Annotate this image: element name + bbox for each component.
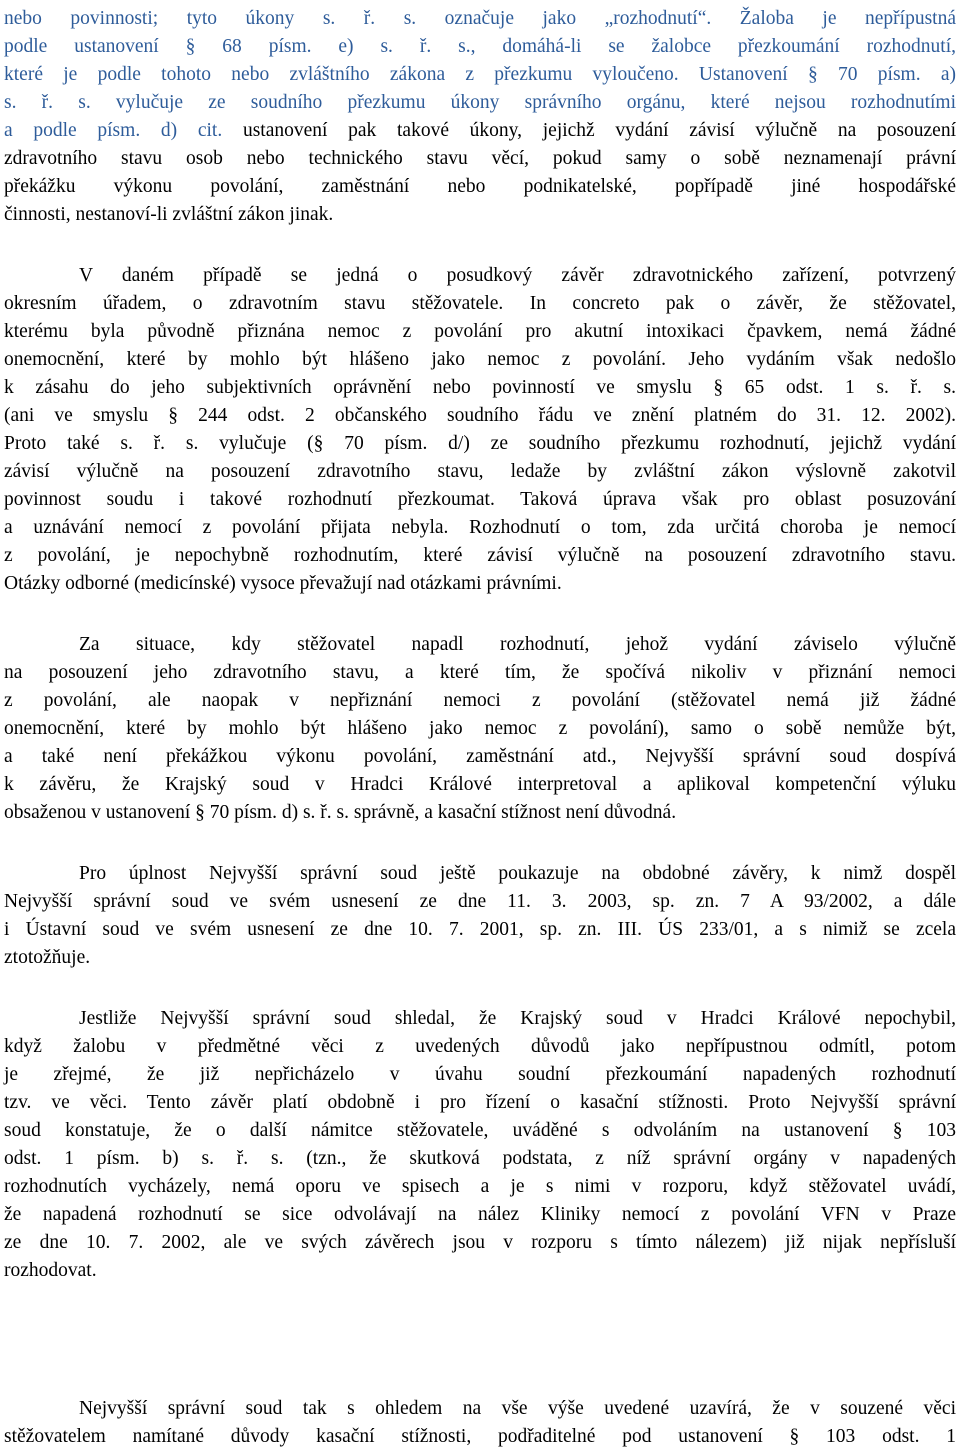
text-line: odst. 1 písm. b) s. ř. s. (tzn., že skutková podstata, z níž správní orgány v napadených [4,1148,956,1169]
text-line: V daném případě se jedná o posudkový závěr zdravotnického zařízení, potvrzený [79,265,956,286]
text-segment: a podle písm. d) cit. [4,120,223,141]
text-line: onemocnění, které by mohlo být hlášeno jako nemoc z povolání. Jeho vydáním však nedošlo [4,349,956,370]
text-line: rozhodnutích vycházely, nemá oporu ve spisech a je s nimi v rozporu, když stěžovatel uvádí, [4,1176,956,1197]
text-line: z povolání, ale naopak v nepřiznání nemoci z povolání (stěžovatel nemá již žádné [4,690,956,711]
text-line: rozhodovat. [4,1260,97,1281]
text-line: Pro úplnost Nejvyšší správní soud ještě poukazuje na obdobné závěry, k nimž dospěl [79,863,956,884]
text-line: když žalobu v předmětné věci z uvedených důvodů jako nepřípustnou odmítl, potom [4,1036,956,1057]
text-segment: ustanovení pak takové úkony, jejichž vydání závisí výlučně na posouzení [242,120,957,141]
text-line: činnosti, nestanoví-li zvláštní zákon jinak. [4,204,334,225]
text-line: soud konstatuje, že o další námitce stěžovatele, uváděné s odvoláním na ustanovení § 103 [4,1120,956,1141]
text-line: i Ústavní soud ve svém usnesení ze dne 10. 7. 2001, sp. zn. III. ÚS 233/01, a s nimiž se zcela [4,919,956,940]
text-line: obsaženou v ustanovení § 70 písm. d) s. ř. s. správně, a kasační stížnost není důvodná. [4,802,677,823]
text-line: nebo povinnosti; tyto úkony s. ř. s. označuje jako „rozhodnutí“. Žaloba je nepřípustná [4,8,956,29]
text-line: ze dne 10. 7. 2002, ale ve svých závěrech jsou v rozporu s tímto nálezem) již nijak nepřísluší [4,1232,956,1253]
text-line: Nejvyšší správní soud ve svém usnesení ze dne 11. 3. 2003, sp. zn. 7 A 93/2002, a dále [4,891,956,912]
text-line: na posouzení jeho zdravotního stavu, a které tím, že spočívá nikoliv v přiznání nemoci [4,662,956,683]
text-line: stěžovatelem namítané důvody kasační stížnosti, podřaditelné pod ustanovení § 103 odst. 1 [4,1426,956,1447]
text-line: k zásahu do jeho subjektivních oprávnění nebo povinností ve smyslu § 65 odst. 1 s. ř. s. [4,377,956,398]
text-line: zdravotního stavu osob nebo technického stavu věcí, pokud samy o sobě neznamenají právní [4,148,956,169]
text-line: závisí výlučně na posouzení zdravotního stavu, ledaže by zvláštní zákon výslovně zakotvil [4,461,956,482]
text-line: onemocnění, které by mohlo být hlášeno jako nemoc z povolání), samo o sobě nemůže být, [4,718,956,739]
text-line: které je podle tohoto nebo zvláštního zákona z přezkumu vyloučeno. Ustanovení § 70 písm. a) [4,64,956,85]
text-line: kterému byla původně přiznána nemoc z povolání pro akutní intoxikaci čpavkem, nemá žádné [4,321,956,342]
text-segment: okresním úřadem, o zdravotním stavu stěžovatele. [4,293,504,314]
text-line [4,117,956,145]
text-line: překážku výkonu povolání, zaměstnání nebo podnikatelské, popřípadě jiné hospodářské [4,176,956,197]
text-line: k závěru, že Krajský soud v Hradci Králové interpretoval a aplikoval kompetenční výluku [4,774,956,795]
text-line: Otázky odborné (medicínské) vysoce převažují nad otázkami právními. [4,573,562,594]
text-line: povinnost soudu i takové rozhodnutí přezkoumat. Taková úprava však pro oblast posuzování [4,489,956,510]
text-line: podle ustanovení § 68 písm. e) s. ř. s., domáhá-li se žalobce přezkoumání rozhodnutí, [4,36,956,57]
text-line: Proto také s. ř. s. vylučuje (§ 70 písm. d/) ze soudního přezkumu rozhodnutí, jejichž vydání [4,433,956,454]
text-line: ztotožňuje. [4,947,91,968]
text-line: Jestliže Nejvyšší správní soud shledal, že Krajský soud v Hradci Králové nepochybil, [79,1008,956,1029]
text-line: Za situace, kdy stěžovatel napadl rozhodnutí, jehož vydání záviselo výlučně [79,634,956,655]
text-line: tzv. ve věci. Tento závěr platí obdobně i pro řízení o kasační stížnosti. Proto Nejvyšší správní [4,1092,956,1113]
text-segment: In concreto pak o závěr, že stěžovatel, [529,293,956,314]
text-line: Nejvyšší správní soud tak s ohledem na vše výše uvedené uzavírá, že v souzené věci [79,1398,956,1419]
text-line: je zřejmé, že již nepřicházelo v úvahu soudní přezkoumání napadených rozhodnutí [4,1064,956,1085]
text-line: (ani ve smyslu § 244 odst. 2 občanského soudního řádu ve znění platném do 31. 12. 2002). [4,405,956,426]
text-line: a uznávání nemocí z povolání přijata nebyla. Rozhodnutí o tom, zda určitá choroba je nemocí [4,517,956,538]
text-line: z povolání, je nepochybně rozhodnutím, které závisí výlučně na posouzení zdravotního stavu. [4,545,956,566]
text-line: s. ř. s. vylučuje ze soudního přezkumu úkony správního orgánu, které nejsou rozhodnutími [4,92,956,113]
text-line [4,290,956,318]
text-line: a také není překážkou výkonu povolání, zaměstnání atd., Nejvyšší správní soud dospívá [4,746,956,767]
text-line: že napadená rozhodnutí se sice odvolávají na nález Kliniky nemocí z povolání VFN v Praze [4,1204,956,1225]
